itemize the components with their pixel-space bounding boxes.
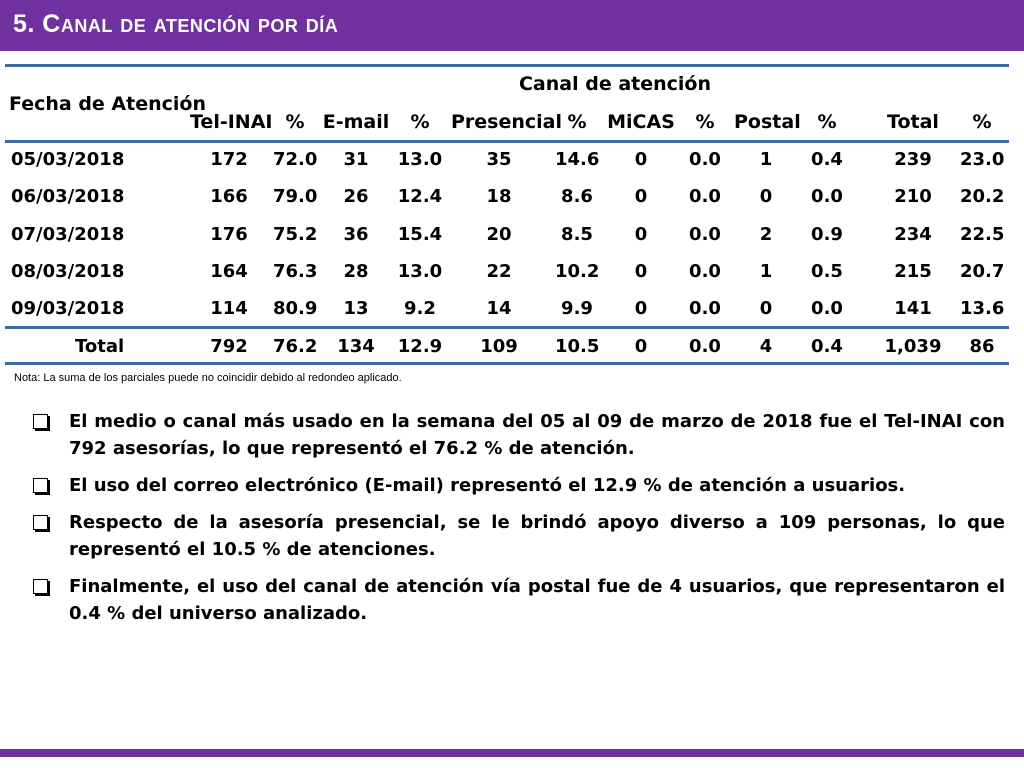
checkbox-bullet-icon [33, 579, 48, 594]
cell-tel-inai: 166 [210, 186, 248, 207]
total-micas: 0 [634, 336, 648, 357]
cell-total: 215 [894, 261, 932, 282]
cell-tel-inai-pct: 76.3 [273, 261, 318, 282]
cell-total: 239 [894, 149, 932, 170]
bullet-item [33, 472, 1005, 499]
cell-email: 13 [343, 298, 369, 319]
cell-total: 141 [894, 298, 932, 319]
checkbox-bullet-icon [33, 515, 48, 530]
cell-tel-inai: 176 [210, 224, 248, 245]
cell-email-pct: 12.4 [397, 186, 443, 207]
table-row [5, 297, 1009, 321]
cell-presencial: 35 [486, 149, 512, 170]
bullet-list [33, 408, 1005, 637]
cell-micas: 0 [634, 186, 648, 207]
total-total-pct: 86 [969, 336, 995, 357]
total-tel-inai: 792 [210, 336, 248, 357]
cell-presencial-pct: 9.9 [561, 298, 593, 319]
bullet-text: Finalmente, el uso del canal de atención vía postal fue de 4 usuarios, que representaron el 0.4 % del universo analizado. [69, 576, 1005, 624]
fecha-header: Fecha de Atención [9, 93, 206, 115]
total-postal-pct: 0.4 [811, 336, 843, 357]
cell-presencial: 20 [486, 224, 512, 245]
row-date: 09/03/2018 [11, 298, 125, 319]
cell-tel-inai: 172 [210, 149, 248, 170]
total-label: Total [75, 336, 125, 357]
col-header-micas: MiCAS [607, 111, 675, 133]
table-bottom-rule [5, 362, 1009, 365]
row-date: 08/03/2018 [11, 261, 125, 282]
cell-micas-pct: 0.0 [689, 149, 721, 170]
column-header-row [5, 110, 1009, 134]
bullet-text: Respecto de la asesoría presencial, se le brindó apoyo diverso a 109 personas, lo que representó el 10.5 % de atenciones. [69, 512, 1005, 560]
cell-total-pct: 13.6 [960, 298, 1005, 319]
cell-micas-pct: 0.0 [689, 298, 721, 319]
table-top-rule [5, 64, 1009, 67]
page-title: 5. Canal de atención por día [13, 10, 339, 38]
checkbox-bullet-icon [33, 478, 48, 493]
header-bottom-rule [5, 140, 1009, 143]
col-header-total-pct: % [972, 111, 992, 133]
cell-presencial: 14 [486, 298, 512, 319]
cell-email: 26 [343, 186, 369, 207]
cell-email-pct: 9.2 [404, 298, 436, 319]
cell-total-pct: 22.5 [960, 224, 1005, 245]
cell-micas: 0 [634, 224, 648, 245]
bullet-item [33, 573, 1005, 627]
total-total: 1,039 [884, 336, 942, 357]
cell-postal-pct: 0.5 [811, 261, 843, 282]
table-note: Nota: La suma de los parciales puede no coincidir debido al redondeo aplicado. [14, 372, 402, 384]
cell-postal: 0 [759, 298, 773, 319]
cell-total-pct: 23.0 [960, 149, 1005, 170]
cell-postal: 2 [759, 224, 773, 245]
footer-bar [0, 749, 1024, 757]
cell-tel-inai: 114 [210, 298, 248, 319]
cell-postal: 0 [759, 186, 773, 207]
cell-email-pct: 15.4 [397, 224, 443, 245]
cell-presencial-pct: 10.2 [555, 261, 600, 282]
cell-total-pct: 20.2 [960, 186, 1005, 207]
cell-micas: 0 [634, 261, 648, 282]
bullet-text: El medio o canal más usado en la semana del 05 al 09 de marzo de 2018 fue el Tel-INAI con 792 asesorías, lo que representó el 76.2 % de atención. [69, 411, 1005, 459]
checkbox-bullet-icon [33, 414, 48, 429]
cell-email: 36 [343, 224, 369, 245]
table-row [5, 148, 1009, 172]
total-top-rule [5, 326, 1009, 329]
cell-postal-pct: 0.9 [811, 224, 843, 245]
cell-micas: 0 [634, 298, 648, 319]
col-header-postal-pct: % [817, 111, 837, 133]
cell-micas-pct: 0.0 [689, 261, 721, 282]
col-header-postal: Postal [734, 111, 801, 133]
cell-tel-inai-pct: 75.2 [273, 224, 318, 245]
cell-tel-inai-pct: 72.0 [273, 149, 318, 170]
canal-header: Canal de atención [518, 73, 711, 95]
bullet-item [33, 408, 1005, 462]
col-header-tel-inai-pct: % [285, 111, 305, 133]
bullet-text: El uso del correo electrónico (E-mail) representó el 12.9 % de atención a usuarios. [69, 475, 906, 496]
cell-micas-pct: 0.0 [689, 186, 721, 207]
cell-presencial-pct: 8.5 [561, 224, 593, 245]
col-header-tel-inai: Tel-INAI [190, 111, 273, 133]
cell-total: 234 [894, 224, 932, 245]
col-header-micas-pct: % [695, 111, 715, 133]
cell-postal-pct: 0.0 [811, 298, 843, 319]
cell-micas-pct: 0.0 [689, 224, 721, 245]
cell-total-pct: 20.7 [960, 261, 1005, 282]
table-row [5, 260, 1009, 284]
cell-tel-inai-pct: 79.0 [273, 186, 318, 207]
total-micas-pct: 0.0 [689, 336, 721, 357]
cell-micas: 0 [634, 149, 648, 170]
cell-total: 210 [894, 186, 932, 207]
col-header-email-pct: % [410, 111, 430, 133]
cell-postal: 1 [759, 261, 773, 282]
total-tel-inai-pct: 76.2 [273, 336, 318, 357]
table-row [5, 185, 1009, 209]
col-header-presencial-pct: % [567, 111, 587, 133]
col-header-presencial: Presencial [451, 111, 563, 133]
cell-presencial: 22 [486, 261, 512, 282]
cell-email-pct: 13.0 [397, 149, 443, 170]
total-presencial: 109 [480, 336, 518, 357]
total-presencial-pct: 10.5 [555, 336, 600, 357]
bullet-item [33, 509, 1005, 563]
cell-email-pct: 13.0 [397, 261, 443, 282]
cell-postal: 1 [759, 149, 773, 170]
total-email: 134 [337, 336, 375, 357]
cell-postal-pct: 0.4 [811, 149, 843, 170]
cell-email: 31 [343, 149, 369, 170]
row-date: 06/03/2018 [11, 186, 125, 207]
total-row [5, 335, 1009, 359]
row-date: 05/03/2018 [11, 149, 125, 170]
cell-tel-inai: 164 [210, 261, 248, 282]
col-header-email: E-mail [322, 111, 390, 133]
cell-presencial-pct: 8.6 [561, 186, 593, 207]
total-email-pct: 12.9 [397, 336, 443, 357]
cell-postal-pct: 0.0 [811, 186, 843, 207]
cell-presencial-pct: 14.6 [555, 149, 600, 170]
title-banner [0, 0, 1024, 51]
col-header-total: Total [887, 111, 939, 133]
row-date: 07/03/2018 [11, 224, 125, 245]
cell-email: 28 [343, 261, 369, 282]
cell-tel-inai-pct: 80.9 [273, 298, 318, 319]
cell-presencial: 18 [486, 186, 512, 207]
table-row [5, 223, 1009, 247]
total-postal: 4 [759, 336, 773, 357]
